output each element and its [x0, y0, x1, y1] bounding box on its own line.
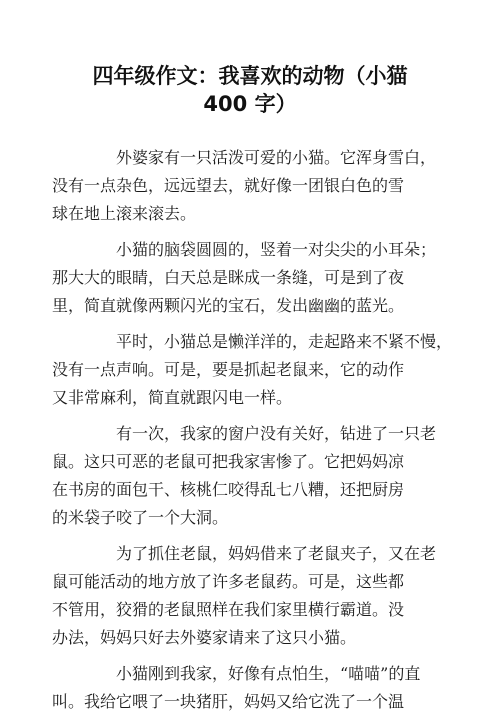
paragraph-2: [52, 236, 437, 320]
document-body: [52, 144, 453, 724]
document-title-line-1: 四年级作文：我喜欢的动物（小猫: [92, 64, 408, 88]
paragraph-line: 小猫刚到我家，好像有点怕生，“喵喵”的直: [116, 664, 421, 683]
paragraph-5: [52, 540, 437, 652]
paragraph-line: 那大大的眼睛，白天总是眯成一条缝，可是到了夜: [52, 268, 405, 287]
paragraph-line: 平时，小猫总是懒洋洋的，走起路来不紧不慢，: [116, 332, 453, 351]
paragraph-line: 的米袋子咬了一个大洞。: [52, 508, 229, 527]
paragraph-line: 为了抓住老鼠，妈妈借来了老鼠夹子，又在老: [116, 544, 437, 563]
paragraph-line: 没有一点声响。可是，要是抓起老鼠来，它的动作: [52, 360, 405, 379]
paragraph-1: [52, 144, 437, 228]
paragraph-line: 小猫的脑袋圆圆的，竖着一对尖尖的小耳朵；: [116, 240, 437, 259]
paragraph-4: [52, 420, 437, 532]
paragraph-line: 球在地上滚来滚去。: [52, 204, 197, 223]
paragraph-line: 外婆家有一只活泼可爱的小猫。它浑身雪白，: [116, 148, 437, 167]
paragraph-line: 里，简直就像两颗闪光的宝石，发出幽幽的蓝光。: [52, 296, 405, 315]
paragraph-line: 不管用，狡猾的老鼠照样在我们家里横行霸道。没: [52, 600, 405, 619]
paragraph-line: 又非常麻利，简直就跟闪电一样。: [52, 388, 293, 407]
paragraph-line: 鼠可能活动的地方放了许多老鼠药。可是，这些都: [52, 572, 405, 591]
document-title-line-2: 400 字）: [203, 92, 297, 116]
paragraph-line: 没有一点杂色，远远望去，就好像一团银白色的雪: [52, 176, 405, 195]
paragraph-line: 叫。我给它喂了一块猪肝，妈妈又给它洗了一个温: [52, 692, 405, 711]
paragraph-line: 鼠。这只可恶的老鼠可把我家害惨了。它把妈妈凉: [52, 452, 405, 471]
paragraph-3: [52, 328, 453, 412]
paragraph-line: 有一次，我家的窗户没有关好，钻进了一只老: [116, 424, 437, 443]
paragraph-line: 在书房的面包干、核桃仁咬得乱七八糟，还把厨房: [52, 480, 405, 499]
paragraph-6: [52, 660, 424, 716]
paragraph-line: 办法，妈妈只好去外婆家请来了这只小猫。: [52, 628, 357, 647]
